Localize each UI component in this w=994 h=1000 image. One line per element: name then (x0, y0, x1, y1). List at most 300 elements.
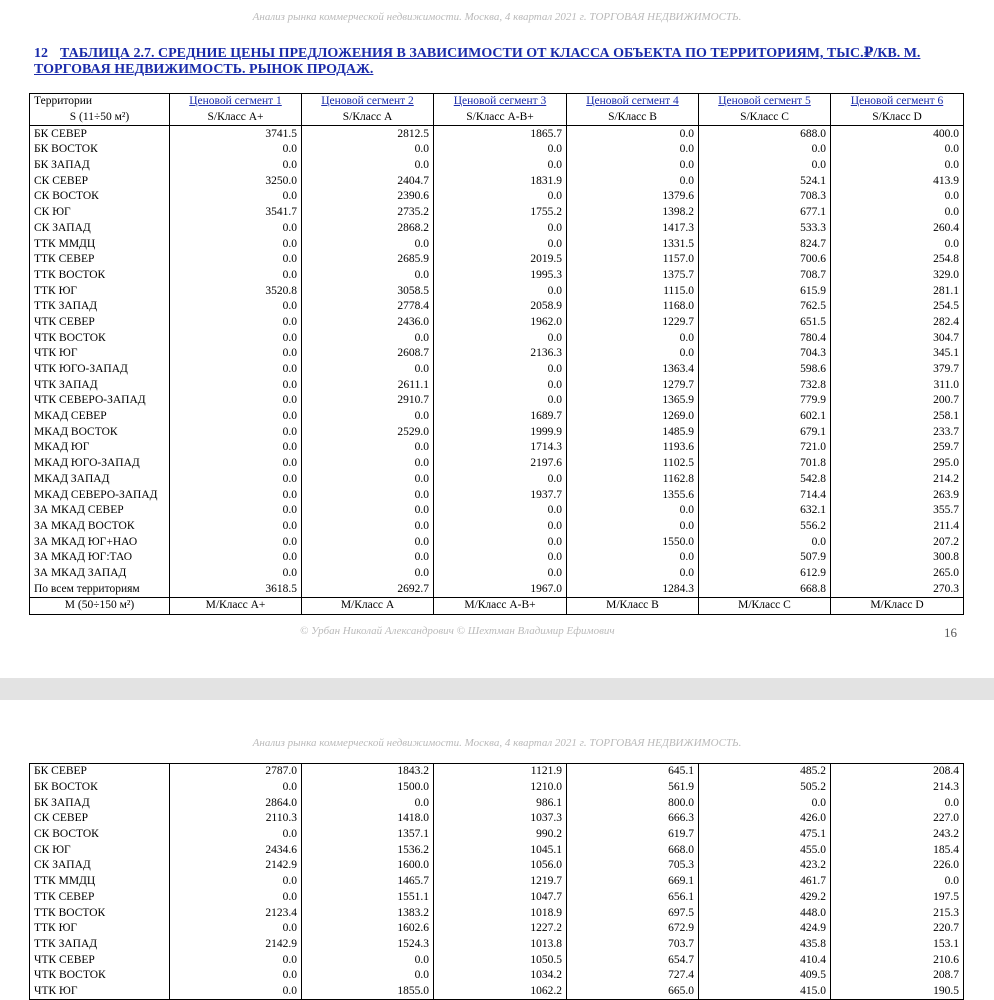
territory-cell: БК ЗАПАД (30, 795, 170, 811)
price-cell: 598.6 (699, 362, 831, 378)
price-cell: 668.0 (567, 842, 699, 858)
price-cell: 214.3 (831, 780, 964, 796)
price-cell: 3250.0 (170, 173, 302, 189)
price-cell: 0.0 (170, 189, 302, 205)
table-footer-row (30, 598, 964, 615)
price-cell: 2864.0 (170, 795, 302, 811)
price-cell: 2692.7 (302, 581, 434, 597)
price-cell: 200.7 (831, 393, 964, 409)
territory-cell: МКАД ЗАПАД (30, 472, 170, 488)
price-cell: 448.0 (699, 905, 831, 921)
price-cell: 1018.9 (434, 905, 567, 921)
price-cell: 270.3 (831, 581, 964, 597)
territory-cell: БК СЕВЕР (30, 126, 170, 142)
table-row (30, 566, 964, 582)
price-cell: 0.0 (170, 424, 302, 440)
price-cell: 1995.3 (434, 268, 567, 284)
price-cell: 2778.4 (302, 299, 434, 315)
territory-cell: ЧТК СЕВЕР (30, 952, 170, 968)
class-label: М/Класс А (302, 598, 434, 615)
price-cell: 211.4 (831, 519, 964, 535)
price-cell: 0.0 (434, 236, 567, 252)
price-cell: 0.0 (434, 503, 567, 519)
price-cell: 461.7 (699, 874, 831, 890)
price-cell: 0.0 (434, 158, 567, 174)
price-cell: 2390.6 (302, 189, 434, 205)
class-label: S/Класс С (699, 110, 831, 126)
price-cell: 208.4 (831, 764, 964, 780)
price-cell: 779.9 (699, 393, 831, 409)
price-cell: 226.0 (831, 858, 964, 874)
price-cell: 423.2 (699, 858, 831, 874)
territory-cell: ТТК СЕВЕР (30, 252, 170, 268)
price-cell: 0.0 (831, 236, 964, 252)
price-cell: 0.0 (302, 487, 434, 503)
price-cell: 615.9 (699, 283, 831, 299)
price-cell: 714.4 (699, 487, 831, 503)
size-range-label: S (11÷50 м²) (30, 110, 170, 126)
price-cell: 3520.8 (170, 283, 302, 299)
price-cell: 0.0 (170, 346, 302, 362)
table-row (30, 126, 964, 142)
price-cell: 0.0 (302, 142, 434, 158)
price-cell: 1279.7 (567, 377, 699, 393)
price-cell: 507.9 (699, 550, 831, 566)
price-cell: 0.0 (567, 173, 699, 189)
price-cell: 619.7 (567, 827, 699, 843)
price-cell: 409.5 (699, 968, 831, 984)
territory-cell: ТТК ММДЦ (30, 236, 170, 252)
price-cell: 0.0 (170, 158, 302, 174)
price-cell: 190.5 (831, 984, 964, 1000)
territory-cell: ТТК ЮГ (30, 283, 170, 299)
price-cell: 0.0 (170, 566, 302, 582)
price-cell: 0.0 (567, 550, 699, 566)
territory-cell: ТТК ВОСТОК (30, 268, 170, 284)
class-label: S/Класс А (302, 110, 434, 126)
price-cell: 311.0 (831, 377, 964, 393)
territory-cell: БК ВОСТОК (30, 142, 170, 158)
price-cell: 2123.4 (170, 905, 302, 921)
segment-link-3[interactable]: Ценовой сегмент 3 (434, 94, 567, 110)
price-cell: 0.0 (170, 874, 302, 890)
price-cell: 0.0 (170, 142, 302, 158)
price-cell: 1115.0 (567, 283, 699, 299)
price-cell: 677.1 (699, 205, 831, 221)
table-title-link[interactable]: ТАБЛИЦА 2.7. СРЕДНИЕ ЦЕНЫ ПРЕДЛОЖЕНИЯ В ЗАВИСИМОСТИ ОТ КЛАССА ОБЪЕКТА ПО ТЕРРИТОРИЯМ, ТЫС.₽/КВ. М. ТОРГОВАЯ НЕДВИЖИМОСТЬ. РЫНОК ПРОДАЖ. (34, 46, 921, 77)
table-row (30, 472, 964, 488)
price-cell: 1269.0 (567, 409, 699, 425)
territory-cell: ТТК ЗАПАД (30, 299, 170, 315)
price-cell: 1536.2 (302, 842, 434, 858)
territory-cell: По всем территориям (30, 581, 170, 597)
territory-cell: ЗА МКАД ЮГ+НАО (30, 534, 170, 550)
price-cell: 379.7 (831, 362, 964, 378)
price-cell: 0.0 (170, 503, 302, 519)
price-cell: 2058.9 (434, 299, 567, 315)
price-cell: 1056.0 (434, 858, 567, 874)
price-cell: 0.0 (170, 236, 302, 252)
price-cell: 990.2 (434, 827, 567, 843)
price-cell: 2735.2 (302, 205, 434, 221)
price-cell: 612.9 (699, 566, 831, 582)
price-cell: 505.2 (699, 780, 831, 796)
price-cell: 0.0 (699, 795, 831, 811)
territory-cell: ЗА МКАД ЗАПАД (30, 566, 170, 582)
price-cell: 0.0 (434, 362, 567, 378)
price-cell: 1227.2 (434, 921, 567, 937)
price-cell: 1551.1 (302, 890, 434, 906)
price-cell: 258.1 (831, 409, 964, 425)
price-cell: 0.0 (170, 472, 302, 488)
price-cell: 0.0 (170, 487, 302, 503)
price-cell: 207.2 (831, 534, 964, 550)
price-cell: 345.1 (831, 346, 964, 362)
table-row (30, 268, 964, 284)
price-cell: 1284.3 (567, 581, 699, 597)
price-cell: 705.3 (567, 858, 699, 874)
price-cell: 415.0 (699, 984, 831, 1000)
territory-header: Территории (30, 94, 170, 110)
price-cell: 0.0 (434, 142, 567, 158)
table-row (30, 189, 964, 205)
table-row (30, 283, 964, 299)
price-cell: 0.0 (302, 968, 434, 984)
table-row (30, 424, 964, 440)
price-cell: 0.0 (170, 330, 302, 346)
price-cell: 227.0 (831, 811, 964, 827)
price-cell: 426.0 (699, 811, 831, 827)
territory-cell: МКАД СЕВЕРО-ЗАПАД (30, 487, 170, 503)
price-cell: 233.7 (831, 424, 964, 440)
price-cell: 0.0 (302, 330, 434, 346)
class-label: S/Класс А-В+ (434, 110, 567, 126)
table-row (30, 377, 964, 393)
price-cell: 0.0 (170, 827, 302, 843)
price-cell: 2529.0 (302, 424, 434, 440)
class-label: М/Класс С (699, 598, 831, 615)
price-cell: 214.2 (831, 472, 964, 488)
price-cell: 654.7 (567, 952, 699, 968)
price-cell: 208.7 (831, 968, 964, 984)
table-row (30, 503, 964, 519)
table-row (30, 299, 964, 315)
price-cell: 1831.9 (434, 173, 567, 189)
price-cell: 0.0 (434, 283, 567, 299)
price-cell: 300.8 (831, 550, 964, 566)
table-row (30, 764, 964, 780)
price-cell: 0.0 (434, 550, 567, 566)
price-cell: 700.6 (699, 252, 831, 268)
territory-cell: СК ВОСТОК (30, 827, 170, 843)
price-cell: 0.0 (170, 968, 302, 984)
price-cell: 1047.7 (434, 890, 567, 906)
price-cell: 0.0 (434, 472, 567, 488)
territory-cell: ЗА МКАД ВОСТОК (30, 519, 170, 535)
table-row (30, 842, 964, 858)
territory-cell: ТТК ММДЦ (30, 874, 170, 890)
table-row (30, 905, 964, 921)
table-row (30, 362, 964, 378)
price-cell: 0.0 (831, 158, 964, 174)
price-cell: 2404.7 (302, 173, 434, 189)
territory-cell: СК ЗАПАД (30, 858, 170, 874)
price-cell: 0.0 (302, 952, 434, 968)
price-cell: 1193.6 (567, 440, 699, 456)
price-cell: 3541.7 (170, 205, 302, 221)
price-cell: 1485.9 (567, 424, 699, 440)
price-cell: 0.0 (170, 550, 302, 566)
table-row (30, 858, 964, 874)
price-cell: 0.0 (302, 268, 434, 284)
price-cell: 1102.5 (567, 456, 699, 472)
price-cell: 645.1 (567, 764, 699, 780)
price-cell: 1417.3 (567, 221, 699, 237)
price-cell: 1465.7 (302, 874, 434, 890)
price-cell: 0.0 (831, 795, 964, 811)
size-range-label: М (50÷150 м²) (30, 598, 170, 615)
price-cell: 533.3 (699, 221, 831, 237)
price-cell: 688.0 (699, 126, 831, 142)
price-cell: 0.0 (434, 566, 567, 582)
price-cell: 0.0 (567, 503, 699, 519)
price-cell: 215.3 (831, 905, 964, 921)
price-cell: 1219.7 (434, 874, 567, 890)
price-cell: 1398.2 (567, 205, 699, 221)
table-row (30, 487, 964, 503)
price-cell: 701.8 (699, 456, 831, 472)
price-cell: 254.5 (831, 299, 964, 315)
segment-link-6[interactable]: Ценовой сегмент 6 (831, 94, 964, 110)
price-cell: 1037.3 (434, 811, 567, 827)
price-cell: 0.0 (831, 189, 964, 205)
table-row (30, 142, 964, 158)
segment-link-4[interactable]: Ценовой сегмент 4 (567, 94, 699, 110)
page-separator (0, 678, 994, 700)
price-cell: 265.0 (831, 566, 964, 582)
price-cell: 524.1 (699, 173, 831, 189)
territory-cell: ЗА МКАД ЮГ:ТАО (30, 550, 170, 566)
price-cell: 542.8 (699, 472, 831, 488)
price-cell: 0.0 (170, 393, 302, 409)
price-cell: 3618.5 (170, 581, 302, 597)
price-cell: 0.0 (302, 409, 434, 425)
territory-cell: ТТК ЗАПАД (30, 937, 170, 953)
price-cell: 2812.5 (302, 126, 434, 142)
price-cell: 0.0 (567, 330, 699, 346)
price-cell: 400.0 (831, 126, 964, 142)
price-cell: 185.4 (831, 842, 964, 858)
price-cell: 0.0 (302, 158, 434, 174)
table-row (30, 968, 964, 984)
price-cell: 0.0 (302, 456, 434, 472)
table-row (30, 827, 964, 843)
price-cell: 632.1 (699, 503, 831, 519)
table-row (30, 158, 964, 174)
territory-cell: ТТК ВОСТОК (30, 905, 170, 921)
price-cell: 0.0 (170, 780, 302, 796)
price-cell: 732.8 (699, 377, 831, 393)
price-cell: 0.0 (170, 409, 302, 425)
price-cell: 0.0 (170, 890, 302, 906)
territory-cell: ЧТК ЗАПАД (30, 377, 170, 393)
price-cell: 2019.5 (434, 252, 567, 268)
price-cell: 1967.0 (434, 581, 567, 597)
class-label: S/Класс D (831, 110, 964, 126)
price-cell: 2110.3 (170, 811, 302, 827)
price-cell: 1689.7 (434, 409, 567, 425)
table-row (30, 456, 964, 472)
price-cell: 1162.8 (567, 472, 699, 488)
price-cell: 0.0 (302, 362, 434, 378)
table-row (30, 393, 964, 409)
price-cell: 1383.2 (302, 905, 434, 921)
price-cell: 220.7 (831, 921, 964, 937)
table-row (30, 534, 964, 550)
table-row (30, 252, 964, 268)
price-cell: 1045.1 (434, 842, 567, 858)
class-label: М/Класс D (831, 598, 964, 615)
price-cell: 2685.9 (302, 252, 434, 268)
price-cell: 1600.0 (302, 858, 434, 874)
price-cell: 1331.5 (567, 236, 699, 252)
territory-cell: СК ЮГ (30, 205, 170, 221)
price-cell: 0.0 (434, 519, 567, 535)
price-cell: 0.0 (302, 440, 434, 456)
price-cell: 656.1 (567, 890, 699, 906)
price-cell: 1357.1 (302, 827, 434, 843)
price-cell: 3058.5 (302, 283, 434, 299)
table-row (30, 937, 964, 953)
price-cell: 0.0 (302, 519, 434, 535)
price-cell: 435.8 (699, 937, 831, 953)
price-cell: 561.9 (567, 780, 699, 796)
price-cell: 0.0 (831, 205, 964, 221)
price-cell: 986.1 (434, 795, 567, 811)
price-cell: 2608.7 (302, 346, 434, 362)
price-cell: 0.0 (302, 566, 434, 582)
table-row (30, 330, 964, 346)
price-cell: 0.0 (699, 158, 831, 174)
price-cell: 0.0 (170, 377, 302, 393)
price-cell: 455.0 (699, 842, 831, 858)
price-cell: 697.5 (567, 905, 699, 921)
territory-cell: ЧТК ВОСТОК (30, 330, 170, 346)
territory-cell: ЧТК ВОСТОК (30, 968, 170, 984)
page-header: Анализ рынка коммерческой недвижимости. Москва, 4 квартал 2021 г. ТОРГОВАЯ НЕДВИЖИМОСТЬ. (252, 11, 742, 23)
price-cell: 1121.9 (434, 764, 567, 780)
price-cell: 0.0 (302, 236, 434, 252)
territory-cell: ТТК ЮГ (30, 921, 170, 937)
price-cell: 0.0 (434, 330, 567, 346)
price-cell: 1500.0 (302, 780, 434, 796)
price-cell: 665.0 (567, 984, 699, 1000)
price-cell: 800.0 (567, 795, 699, 811)
price-cell: 0.0 (699, 142, 831, 158)
price-cell: 0.0 (567, 519, 699, 535)
price-cell: 0.0 (831, 874, 964, 890)
segment-link-1[interactable]: Ценовой сегмент 1 (170, 94, 302, 110)
class-label: М/Класс В (567, 598, 699, 615)
price-cell: 651.5 (699, 315, 831, 331)
class-label: М/Класс А-В+ (434, 598, 567, 615)
table-row (30, 984, 964, 1000)
price-cell: 668.8 (699, 581, 831, 597)
price-cell: 1755.2 (434, 205, 567, 221)
price-cell: 0.0 (170, 519, 302, 535)
price-cell: 0.0 (302, 472, 434, 488)
price-table-s (29, 93, 964, 615)
table-row (30, 346, 964, 362)
price-cell: 2436.0 (302, 315, 434, 331)
price-cell: 2434.6 (170, 842, 302, 858)
price-cell: 1602.6 (302, 921, 434, 937)
table-header-row (30, 94, 964, 110)
price-cell: 704.3 (699, 346, 831, 362)
price-cell: 0.0 (831, 142, 964, 158)
price-cell: 0.0 (567, 126, 699, 142)
price-cell: 556.2 (699, 519, 831, 535)
price-cell: 0.0 (170, 315, 302, 331)
price-cell: 708.7 (699, 268, 831, 284)
price-cell: 0.0 (170, 299, 302, 315)
page-number: 16 (944, 625, 957, 640)
price-cell: 602.1 (699, 409, 831, 425)
price-cell: 263.9 (831, 487, 964, 503)
price-cell: 2611.1 (302, 377, 434, 393)
territory-cell: БК ВОСТОК (30, 780, 170, 796)
table-row (30, 519, 964, 535)
price-cell: 1355.6 (567, 487, 699, 503)
price-cell: 2142.9 (170, 937, 302, 953)
territory-cell: БК ЗАПАД (30, 158, 170, 174)
table-row (30, 952, 964, 968)
price-cell: 1524.3 (302, 937, 434, 953)
territory-cell: СК СЕВЕР (30, 811, 170, 827)
price-cell: 2142.9 (170, 858, 302, 874)
price-cell: 1034.2 (434, 968, 567, 984)
price-cell: 410.4 (699, 952, 831, 968)
price-cell: 1714.3 (434, 440, 567, 456)
price-cell: 1375.7 (567, 268, 699, 284)
price-cell: 1855.0 (302, 984, 434, 1000)
segment-link-2[interactable]: Ценовой сегмент 2 (302, 94, 434, 110)
price-cell: 153.1 (831, 937, 964, 953)
segment-link-5[interactable]: Ценовой сегмент 5 (699, 94, 831, 110)
table-row (30, 205, 964, 221)
price-cell: 259.7 (831, 440, 964, 456)
table-row (30, 409, 964, 425)
price-cell: 243.2 (831, 827, 964, 843)
price-cell: 679.1 (699, 424, 831, 440)
price-table-m (29, 763, 964, 1000)
price-cell: 0.0 (170, 221, 302, 237)
price-cell: 0.0 (567, 158, 699, 174)
price-cell: 429.2 (699, 890, 831, 906)
page-header: Анализ рынка коммерческой недвижимости. Москва, 4 квартал 2021 г. ТОРГОВАЯ НЕДВИЖИМОСТЬ. (252, 737, 742, 749)
territory-cell: ЧТК ЮГ (30, 984, 170, 1000)
territory-cell: МКАД ЮГО-ЗАПАД (30, 456, 170, 472)
table-row (30, 890, 964, 906)
price-cell: 0.0 (302, 795, 434, 811)
price-cell: 0.0 (434, 534, 567, 550)
price-cell: 0.0 (302, 550, 434, 566)
territory-cell: МКАД ВОСТОК (30, 424, 170, 440)
price-cell: 413.9 (831, 173, 964, 189)
price-cell: 672.9 (567, 921, 699, 937)
price-cell: 0.0 (170, 268, 302, 284)
document-page-2 (0, 700, 994, 997)
